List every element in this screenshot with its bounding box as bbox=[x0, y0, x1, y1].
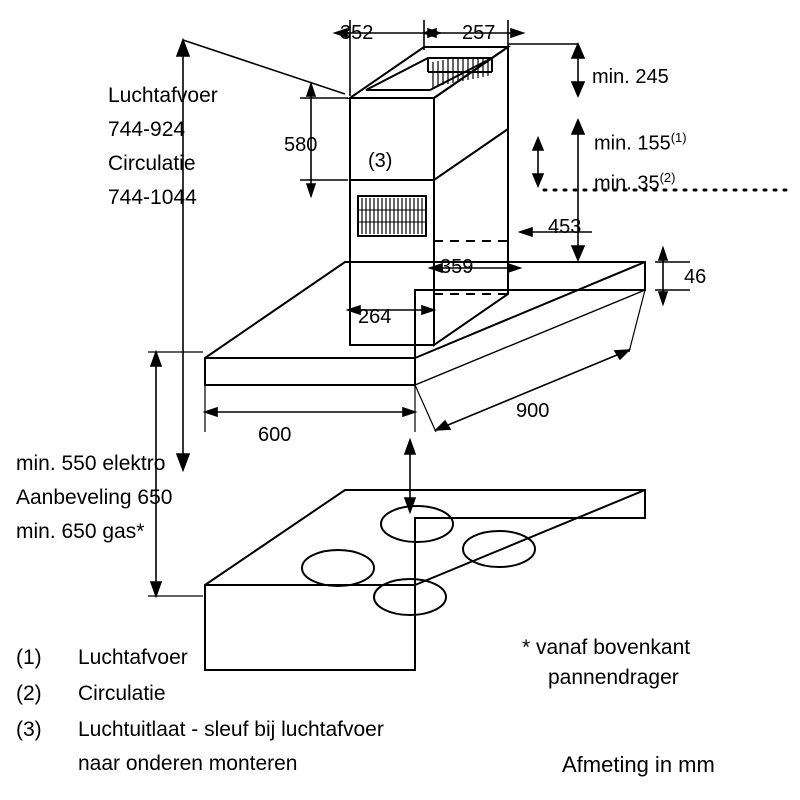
air-outlet-slot bbox=[358, 196, 426, 236]
footnote-star-line2: pannendrager bbox=[548, 666, 679, 689]
legend-text-2: Circulatie bbox=[78, 682, 166, 705]
label-circulatie-range: 744-1044 bbox=[108, 186, 197, 209]
label-circulatie-line1: Circulatie bbox=[108, 152, 196, 175]
label-min-550-elektro: min. 550 elektro bbox=[16, 452, 166, 475]
hood-canopy-outline bbox=[205, 262, 645, 385]
dim-900: 900 bbox=[516, 400, 550, 422]
dim-359: 359 bbox=[440, 256, 474, 278]
label-min-650-gas: min. 650 gas* bbox=[16, 520, 145, 543]
dim-352: 352 bbox=[340, 22, 374, 44]
dim-600: 600 bbox=[258, 424, 292, 446]
hood-canopy-edges bbox=[205, 262, 645, 385]
legend-ref-3: (3) bbox=[16, 718, 42, 741]
chimney-side-face bbox=[434, 47, 508, 345]
dim-453: 453 bbox=[548, 216, 582, 238]
ref-marker-1: (1) bbox=[670, 130, 687, 145]
footnote-star-line1: * vanaf bovenkant bbox=[522, 636, 691, 659]
ref-marker-3: (3) bbox=[368, 150, 393, 172]
legend-text-3-cont: naar onderen monteren bbox=[78, 752, 298, 775]
dim-min-245: min. 245 bbox=[592, 66, 669, 88]
label-luchtafvoer-line1: Luchtafvoer bbox=[108, 84, 218, 107]
burner-rear-right bbox=[463, 531, 535, 567]
dim-min-155: min. 155$^{(1)}$ bbox=[594, 130, 687, 155]
burner-front-left bbox=[302, 550, 374, 586]
units-note: Afmeting in mm bbox=[562, 752, 715, 777]
burner-rear-left bbox=[381, 506, 453, 542]
dim-min-35: min. 35$^{(2)}$ bbox=[594, 170, 676, 195]
dim-257: 257 bbox=[462, 22, 496, 44]
ref-marker-2: (2) bbox=[659, 170, 676, 185]
dim-264: 264 bbox=[358, 306, 392, 328]
dim-46: 46 bbox=[684, 266, 707, 288]
legend-text-1: Luchtafvoer bbox=[78, 646, 188, 669]
legend-text-3: Luchtuitlaat - sleuf bij luchtafvoer bbox=[78, 718, 384, 741]
legend-ref-1: (1) bbox=[16, 646, 42, 669]
legend-ref-2: (2) bbox=[16, 682, 42, 705]
dimension-lines bbox=[148, 20, 790, 596]
outlet-hatching bbox=[358, 198, 426, 234]
dim-580: 580 bbox=[284, 134, 318, 156]
label-aanbeveling-650: Aanbeveling 650 bbox=[16, 486, 173, 509]
label-luchtafvoer-range: 744-924 bbox=[108, 118, 186, 141]
